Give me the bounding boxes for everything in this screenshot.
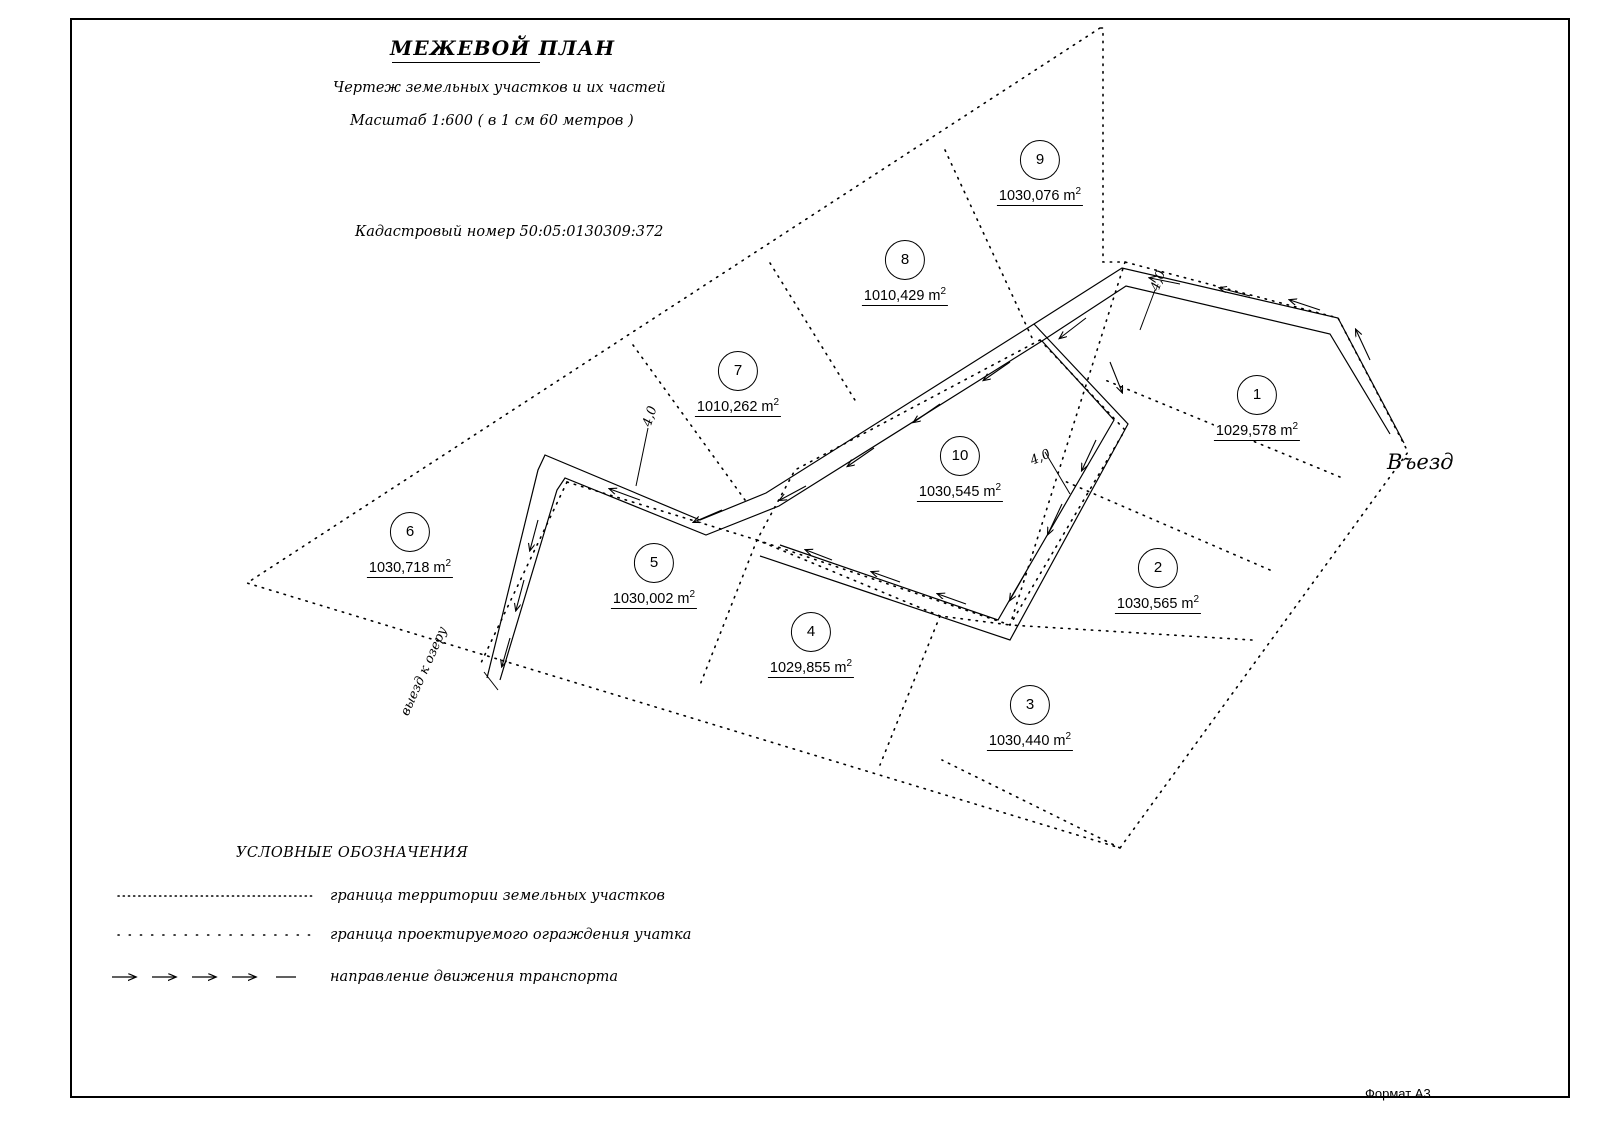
entrance-label: Въезд [1387,450,1454,474]
legend-title: УСЛОВНЫЕ ОБОЗНАЧЕНИЯ [236,845,469,861]
parcel-label-10 [917,436,1003,502]
parcel-number: 9 [1020,140,1060,180]
parcel-area-value: 1030,440 m [988,732,1066,749]
parcel-area-unit: 2 [1193,594,1200,605]
parcel-area-unit: 2 [1292,421,1299,432]
parcel-area-value: 1030,076 m [998,187,1076,204]
parcel-number: 6 [390,512,430,552]
page-subtitle-1: Чертеж земельных участков и их частей [333,80,666,96]
legend-item-label-3: направление движения транспорта [330,969,619,985]
parcel-area [987,731,1073,751]
parcel-number: 2 [1138,548,1178,588]
parcel-area [768,658,854,678]
parcel-area-value: 1010,262 m [696,398,774,415]
parcel-label-4 [768,612,854,678]
lake-exit-label: выезд к озеру [398,624,451,719]
parcel-number: 7 [718,351,758,391]
parcel-area-unit: 2 [689,589,696,600]
legend-item-label-2: граница проектируемого ограждения учатка [330,927,692,943]
parcel-area [1214,421,1300,441]
parcel-number: 3 [1010,685,1050,725]
cadastral-number: Кадастровый номер 50:05:0130309:372 [355,224,664,240]
parcel-area [997,186,1083,206]
road-width-label-1: 4,0 [1148,268,1170,294]
division-fence-left [480,482,567,665]
parcel-area-unit: 2 [995,482,1002,493]
parcel-area [367,558,453,578]
parcel-area [862,286,948,306]
parcel-area [611,589,697,609]
parcel-area-unit: 2 [1075,186,1082,197]
legend-symbols [112,896,312,977]
parcel-label-8 [862,240,948,306]
parcel-label-5 [611,543,697,609]
parcel-number: 5 [634,543,674,583]
parcel-area-value: 1029,578 m [1215,422,1293,439]
legend-item-label-1: граница территории земельных участков [330,888,665,904]
parcel-area-value: 1030,565 m [1116,595,1194,612]
parcel-label-7 [695,351,781,417]
parcel-area-unit: 2 [1065,731,1072,742]
division-7-8 [770,263,858,405]
parcel-area [917,482,1003,502]
parcel-area-unit: 2 [846,658,853,669]
division-2-3 [1010,625,1252,640]
parcel-area [695,397,781,417]
page-subtitle-2: Масштаб 1:600 ( в 1 см 60 метров ) [350,113,634,129]
parcel-number: 1 [1237,375,1277,415]
division-5-4 [700,540,757,685]
parcel-label-2 [1115,548,1201,614]
parcel-area-value: 1029,855 m [769,659,847,676]
parcel-number: 4 [791,612,831,652]
parcel-area-unit: 2 [445,558,452,569]
road-width-label-2: 4,0 [1028,446,1053,469]
parcel-area-value: 1030,002 m [612,590,690,607]
page-title: МЕЖЕВОЙ ПЛАН [390,36,616,60]
parcel-area-value: 1010,429 m [863,287,941,304]
parcel-label-3 [987,685,1073,751]
parcel-area [1115,594,1201,614]
parcel-label-1 [1214,375,1300,441]
division-3-edge [942,760,1120,848]
sheet-format-label: Формат А3 [1365,1086,1431,1101]
division-4-3 [880,616,940,765]
parcel-label-6 [367,512,453,578]
parcel-number: 10 [940,436,980,476]
page-title-underline [392,62,540,63]
parcel-area-unit: 2 [773,397,780,408]
parcel-area-value: 1030,718 m [368,559,446,576]
road-width-label-3: 4,0 [640,404,661,429]
parcel-label-9 [997,140,1083,206]
parcel-area-value: 1030,545 m [918,483,996,500]
parcel-number: 8 [885,240,925,280]
parcel-area-unit: 2 [940,286,947,297]
